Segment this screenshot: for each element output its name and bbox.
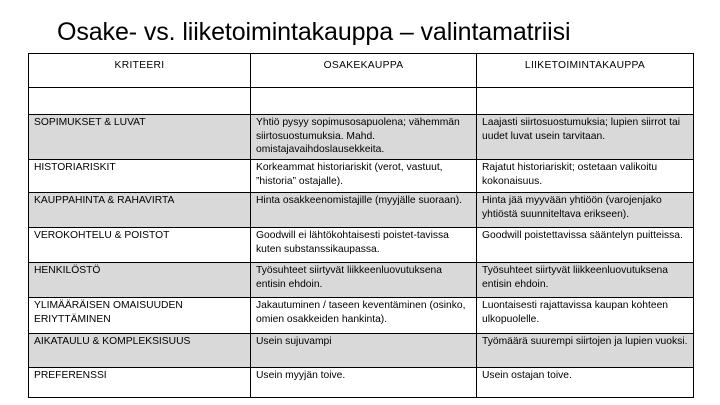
spacer-cell (29, 88, 251, 115)
criterion-cell: HENKILÖSTÖ (29, 263, 251, 298)
liiketoimintakauppa-cell: Rajatut historiariskit; ostetaan valikoitu kokonaisuus. (477, 160, 694, 193)
osakekauppa-cell: Työsuhteet siirtyvät liikkeenluovutuksena entisin ehdoin. (251, 263, 477, 298)
header-row (29, 54, 694, 88)
table-row-sopimukset (29, 115, 694, 160)
slide-title: Osake- vs. liiketoimintakauppa – valintamatriisi (57, 18, 571, 46)
criterion-cell: PREFERENSSI (29, 368, 251, 398)
table-row-kauppahinta (29, 193, 694, 228)
liiketoimintakauppa-cell: Laajasti siirtosuostumuksia; lupien siirrot tai uudet luvat usein tarvitaan. (477, 115, 694, 160)
liiketoimintakauppa-cell: Goodwill poistettavissa sääntelyn puitteissa. (477, 228, 694, 263)
table-header (29, 54, 694, 88)
criterion-cell: AIKATAULU & KOMPLEKSISUUS (29, 334, 251, 368)
osakekauppa-cell: Goodwill ei lähtökohtaisesti poistet-tavissa kuten substanssikaupassa. (251, 228, 477, 263)
liiketoimintakauppa-cell: Työsuhteet siirtyvät liikkeenluovutuksena entisin ehdoin. (477, 263, 694, 298)
criterion-cell: KAUPPAHINTA & RAHAVIRTA (29, 193, 251, 228)
spacer-cell (477, 88, 694, 115)
osakekauppa-cell: Jakautuminen / taseen keventäminen (osinko, omien osakkeiden hankinta). (251, 298, 477, 334)
liiketoimintakauppa-cell: Usein ostajan toive. (477, 368, 694, 398)
liiketoimintakauppa-cell: Työmäärä suurempi siirtojen ja lupien vuoksi. (477, 334, 694, 368)
table-row-henkilosto (29, 263, 694, 298)
osakekauppa-cell: Usein sujuvampi (251, 334, 477, 368)
spacer-cell (251, 88, 477, 115)
table-row-aikataulu (29, 334, 694, 368)
criterion-cell: HISTORIARISKIT (29, 160, 251, 193)
table-row-preferenssi (29, 368, 694, 398)
table-row-verokohtelu (29, 228, 694, 263)
selection-matrix-table (28, 53, 694, 398)
header-osakekauppa: OSAKEKAUPPA (251, 54, 477, 88)
osakekauppa-cell: Hinta osakkeenomistajille (myyjälle suoraan). (251, 193, 477, 228)
header-liiketoimintakauppa: LIIKETOIMINTAKAUPPA (477, 54, 694, 88)
criterion-cell: VEROKOHTELU & POISTOT (29, 228, 251, 263)
osakekauppa-cell: Korkeammat historiariskit (verot, vastuut, ”historia” ostajalle). (251, 160, 477, 193)
liiketoimintakauppa-cell: Hinta jää myyvään yhtiöön (varojenjako yhtiöstä suunniteltava erikseen). (477, 193, 694, 228)
table-row-ylimaaraisen-omaisuuden (29, 298, 694, 334)
criterion-cell: YLIMÄÄRÄISEN OMAISUUDEN ERIYTTÄMINEN (29, 298, 251, 334)
osakekauppa-cell: Yhtiö pysyy sopimusosapuolena; vähemmän siirtosuostumuksia. Mahd. omistajavaihdoslausekkeita. (251, 115, 477, 160)
table-row-historiariskit (29, 160, 694, 193)
osakekauppa-cell: Usein myyjän toive. (251, 368, 477, 398)
liiketoimintakauppa-cell: Luontaisesti rajattavissa kaupan kohteen ulkopuolelle. (477, 298, 694, 334)
spacer-row (29, 88, 694, 115)
header-kriteeri: KRITEERI (29, 54, 251, 88)
criterion-cell: SOPIMUKSET & LUVAT (29, 115, 251, 160)
table-body (29, 88, 694, 398)
